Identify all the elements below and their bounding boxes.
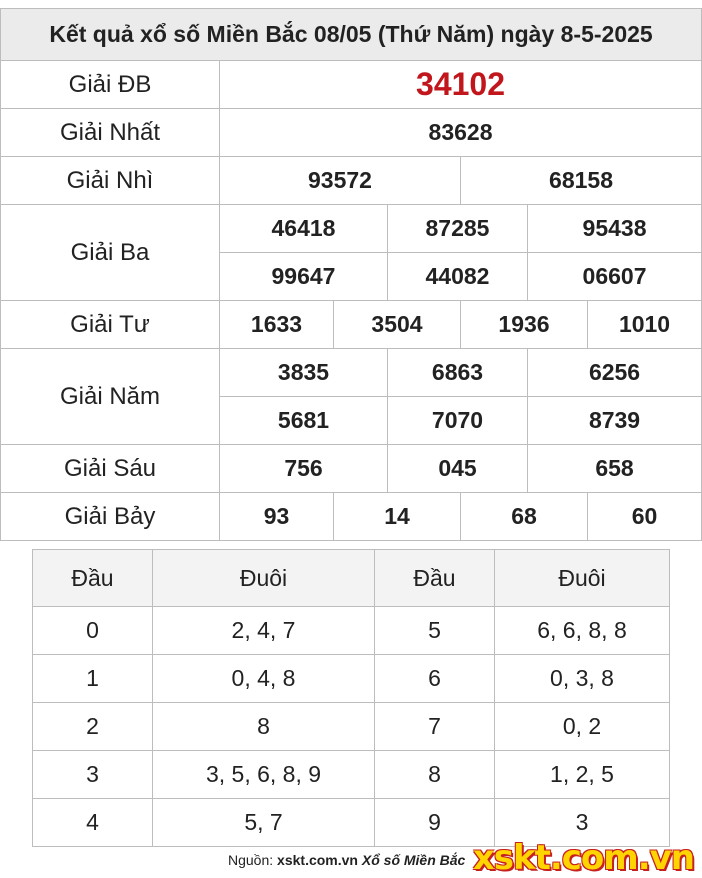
special-prize-number: 34102	[220, 61, 702, 109]
prize-number: 3504	[334, 301, 461, 349]
prize-row-nhat	[1, 109, 702, 157]
dau-cell: 1	[33, 655, 153, 703]
prize-number: 68	[461, 493, 588, 541]
prize-number: 60	[588, 493, 702, 541]
prize-label-nam: Giải Năm	[1, 349, 220, 445]
prize-number: 1936	[461, 301, 588, 349]
duoi-cell: 0, 2	[495, 703, 670, 751]
duoi-cell: 5, 7	[153, 799, 375, 847]
prize-number: 14	[334, 493, 461, 541]
site-logo[interactable]: xskt.com.vn	[472, 838, 694, 878]
dau-cell: 4	[33, 799, 153, 847]
table-row	[33, 607, 670, 655]
dau-cell: 7	[375, 703, 495, 751]
prize-number: 6256	[528, 349, 702, 397]
table-row	[33, 751, 670, 799]
prize-row-tu	[1, 301, 702, 349]
dau-cell: 3	[33, 751, 153, 799]
prize-number: 045	[388, 445, 528, 493]
prize-number: 93	[220, 493, 334, 541]
page-title: Kết quả xổ số Miền Bắc 08/05 (Thứ Năm) ngày 8-5-2025	[1, 9, 702, 61]
footer-prefix: Nguồn:	[228, 852, 278, 868]
duoi-cell: 1, 2, 5	[495, 751, 670, 799]
prize-label-nhi: Giải Nhì	[1, 157, 220, 205]
prize-number: 44082	[388, 253, 528, 301]
prize-label-sau: Giải Sáu	[1, 445, 220, 493]
prize-number: 93572	[220, 157, 461, 205]
prize-row-nam	[1, 349, 702, 397]
prize-label-bay: Giải Bảy	[1, 493, 220, 541]
prize-number: 95438	[528, 205, 702, 253]
duoi-cell: 8	[153, 703, 375, 751]
prize-row-bay	[1, 493, 702, 541]
prize-number: 1010	[588, 301, 702, 349]
duoi-cell: 6, 6, 8, 8	[495, 607, 670, 655]
prize-row-ba	[1, 205, 702, 253]
prize-number: 87285	[388, 205, 528, 253]
source-footer	[228, 852, 465, 868]
prize-number: 46418	[220, 205, 388, 253]
prize-number: 3835	[220, 349, 388, 397]
prize-number: 7070	[388, 397, 528, 445]
table-row	[33, 703, 670, 751]
duoi-cell: 2, 4, 7	[153, 607, 375, 655]
prize-number: 83628	[220, 109, 702, 157]
duoi-cell: 3	[495, 799, 670, 847]
prize-label-tu: Giải Tư	[1, 301, 220, 349]
dau-cell: 6	[375, 655, 495, 703]
dau-duoi-table	[32, 549, 670, 847]
prize-row-nhi	[1, 157, 702, 205]
dau-cell: 8	[375, 751, 495, 799]
prize-number: 5681	[220, 397, 388, 445]
prize-label-nhat: Giải Nhất	[1, 109, 220, 157]
prize-row-sau	[1, 445, 702, 493]
column-header-duoi: Đuôi	[495, 550, 670, 607]
prize-number: 99647	[220, 253, 388, 301]
dau-duoi-header-row	[33, 550, 670, 607]
results-table	[0, 8, 702, 541]
prize-number: 8739	[528, 397, 702, 445]
dau-cell: 9	[375, 799, 495, 847]
footer-site-link[interactable]: xskt.com.vn	[277, 852, 358, 868]
duoi-cell: 3, 5, 6, 8, 9	[153, 751, 375, 799]
prize-number: 06607	[528, 253, 702, 301]
duoi-cell: 0, 4, 8	[153, 655, 375, 703]
title-row	[1, 9, 702, 61]
dau-cell: 5	[375, 607, 495, 655]
prize-number: 68158	[461, 157, 702, 205]
prize-number: 658	[528, 445, 702, 493]
column-header-dau: Đầu	[33, 550, 153, 607]
column-header-dau: Đầu	[375, 550, 495, 607]
column-header-duoi: Đuôi	[153, 550, 375, 607]
prize-label-db: Giải ĐB	[1, 61, 220, 109]
footer-site-name: Xổ số Miền Bắc	[361, 852, 466, 868]
prize-number: 6863	[388, 349, 528, 397]
table-row	[33, 655, 670, 703]
dau-cell: 2	[33, 703, 153, 751]
duoi-cell: 0, 3, 8	[495, 655, 670, 703]
prize-label-ba: Giải Ba	[1, 205, 220, 301]
dau-cell: 0	[33, 607, 153, 655]
prize-number: 756	[220, 445, 388, 493]
prize-row-db	[1, 61, 702, 109]
prize-number: 1633	[220, 301, 334, 349]
